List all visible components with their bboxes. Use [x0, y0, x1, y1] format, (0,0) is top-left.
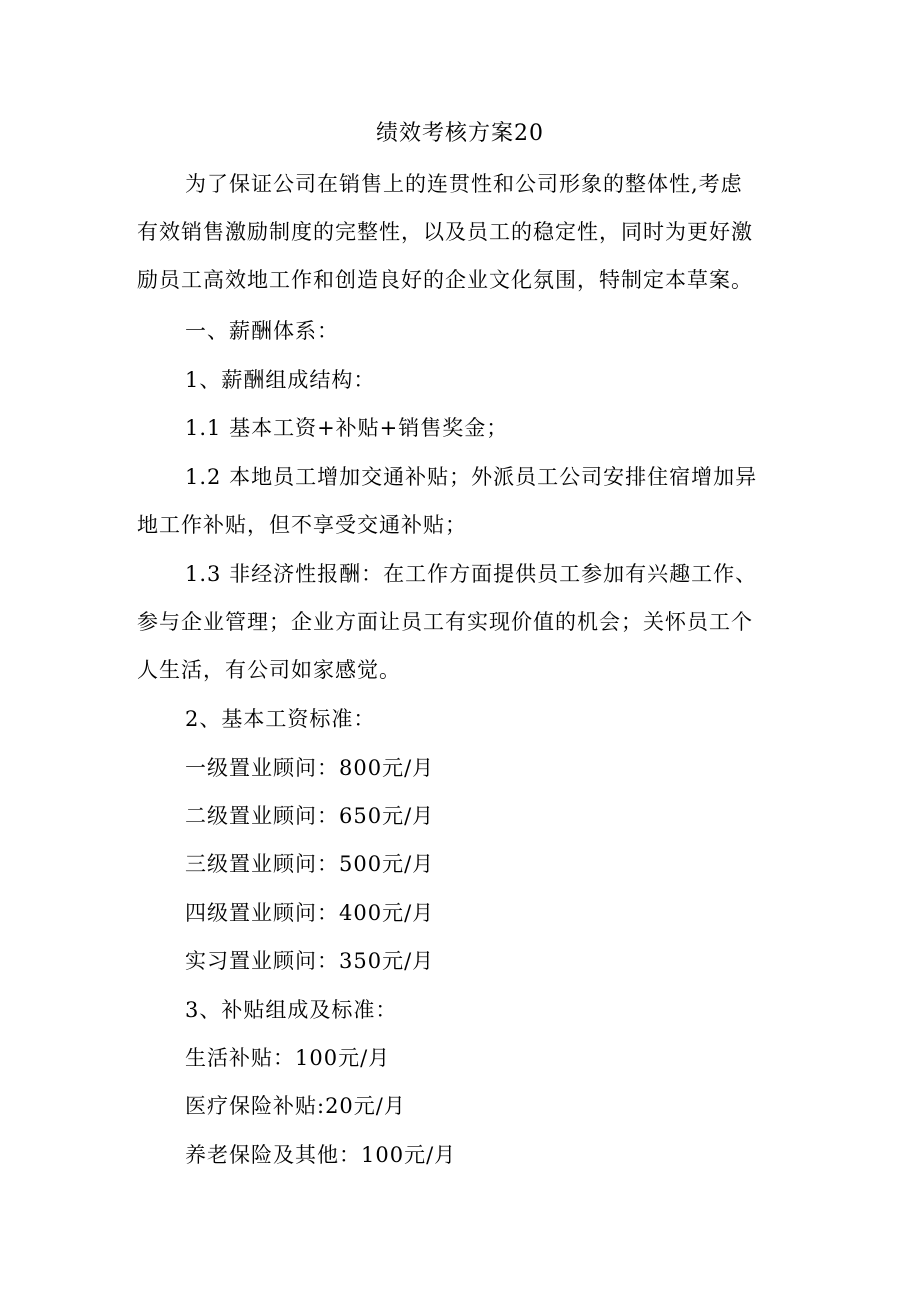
item-heading-base-salary: 2、基本工资标准： — [185, 707, 376, 731]
salary-level-3: 三级置业顾问：500元/月 — [185, 852, 435, 876]
item-1-3-line-2: 参与企业管理；企业方面让员工有实现价值的机会；关怀员工个 — [137, 610, 753, 634]
intro-line-3: 励员工高效地工作和创造良好的企业文化氛围，特制定本草案。 — [137, 268, 753, 292]
item-1-2-line-1: 1.2 本地员工增加交通补贴；外派员工公司安排住宿增加异 — [185, 465, 758, 489]
section-heading-salary-system: 一、薪酬体系： — [185, 319, 339, 343]
salary-level-1: 一级置业顾问：800元/月 — [185, 756, 435, 780]
subsidy-living: 生活补贴：100元/月 — [185, 1046, 391, 1070]
subsidy-pension: 养老保险及其他：100元/月 — [185, 1143, 457, 1167]
intro-line-1: 为了保证公司在销售上的连贯性和公司形象的整体性,考虑 — [185, 172, 743, 196]
item-heading-salary-structure: 1、薪酬组成结构： — [185, 368, 376, 392]
salary-level-2: 二级置业顾问：650元/月 — [185, 804, 435, 828]
subsidy-medical: 医疗保险补贴:20元/月 — [185, 1094, 406, 1118]
item-1-3-line-1: 1.3 非经济性报酬：在工作方面提供员工参加有兴趣工作、 — [185, 562, 758, 586]
item-1-2-line-2: 地工作补贴，但不享受交通补贴； — [137, 513, 467, 537]
salary-level-4: 四级置业顾问：400元/月 — [185, 901, 435, 925]
item-1-3-line-3: 人生活，有公司如家感觉。 — [137, 658, 401, 682]
item-1-1: 1.1 基本工资+补贴+销售奖金； — [185, 416, 509, 440]
intro-line-2: 有效销售激励制度的完整性，以及员工的稳定性，同时为更好激 — [137, 220, 753, 244]
document-title: 绩效考核方案20 — [376, 121, 544, 146]
item-heading-subsidies: 3、补贴组成及标准： — [185, 998, 398, 1022]
salary-level-intern: 实习置业顾问：350元/月 — [185, 949, 435, 973]
